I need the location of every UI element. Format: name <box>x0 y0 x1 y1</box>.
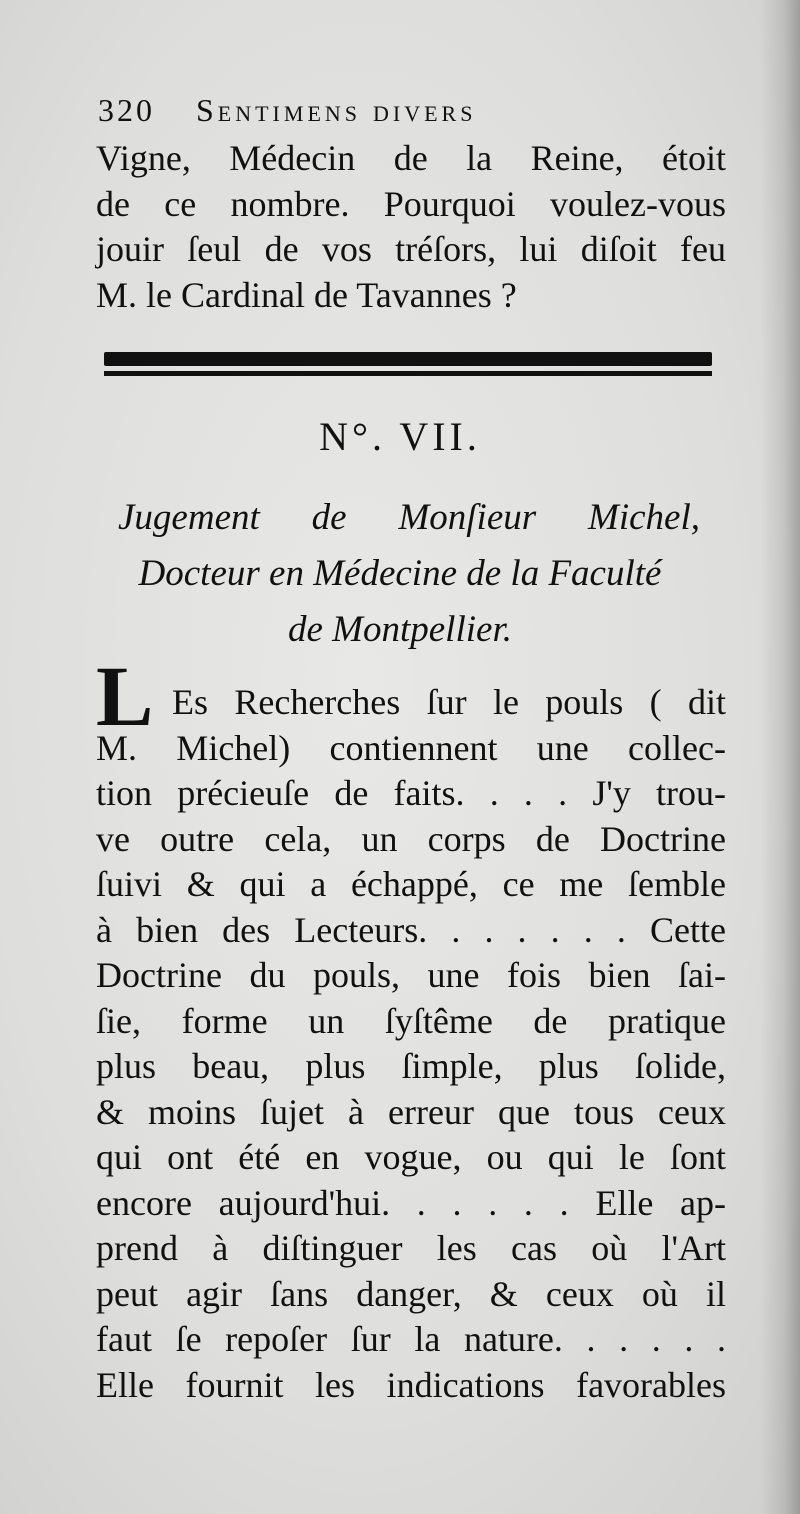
text-line: plus beau, plus ſimple, plus ſolide, <box>96 1046 726 1086</box>
text-line: ſie, forme un ſyſtême de pratique <box>96 1000 726 1041</box>
subtitle-line: de Montpellier. <box>287 609 512 650</box>
text-line: M. le Cardinal de Tavannes ? <box>96 274 517 315</box>
text-line: prend à diſtinguer les cas où l'Art <box>96 1228 726 1268</box>
text-line: Es Recherches ſur le pouls ( dit <box>172 682 726 722</box>
page-edge-shadow <box>760 0 800 1514</box>
body-paragraph <box>96 680 726 1408</box>
text-line: ſuivi & qui a échappé, ce me ſemble <box>96 864 726 904</box>
section-number: N°. VII. <box>319 414 481 459</box>
subtitle-line: Docteur en Médecine de la Faculté <box>138 553 662 594</box>
text-line: faut ſe repoſer ſur la nature. . . . . . <box>96 1319 726 1359</box>
text-line: de ce nombre. Pourquoi voulez-vous <box>96 183 726 224</box>
running-title: Sentimens divers <box>196 92 477 128</box>
text-line: Doctrine du pouls, une fois bien ſai- <box>96 955 726 995</box>
divider-thin-line <box>104 371 712 376</box>
text-line: M. Michel) contiennent une collec- <box>96 727 726 768</box>
text-line: à bien des Lecteurs. . . . . . . Cette <box>96 909 726 950</box>
text-line: ve outre cela, un corps de Doctrine <box>96 818 726 859</box>
text-line: & moins ſujet à erreur que tous ceux <box>96 1091 726 1132</box>
text-line: peut agir ſans danger, & ceux où il <box>96 1273 726 1314</box>
divider-thick-line <box>104 352 712 366</box>
subtitle-line: Jugement de Monſieur Michel, <box>118 497 700 538</box>
page-number: 320 <box>98 92 155 128</box>
section-divider-rule <box>104 352 712 380</box>
drop-cap-letter: L <box>96 648 154 744</box>
text-line: encore aujourd'hui. . . . . . Elle ap- <box>96 1182 726 1223</box>
running-header <box>98 90 638 130</box>
text-line: jouir ſeul de vos tréſors, lui diſoit feu <box>96 229 726 269</box>
section-subtitle <box>100 490 700 658</box>
text-line: tion précieuſe de faits. . . . J'y trou- <box>96 773 726 813</box>
continued-paragraph <box>96 136 726 318</box>
text-line: Elle fournit les indications favorables <box>96 1364 726 1405</box>
text-line: Vigne, Médecin de la Reine, étoit <box>96 138 726 178</box>
text-line: qui ont été en vogue, ou qui le ſont <box>96 1137 726 1177</box>
